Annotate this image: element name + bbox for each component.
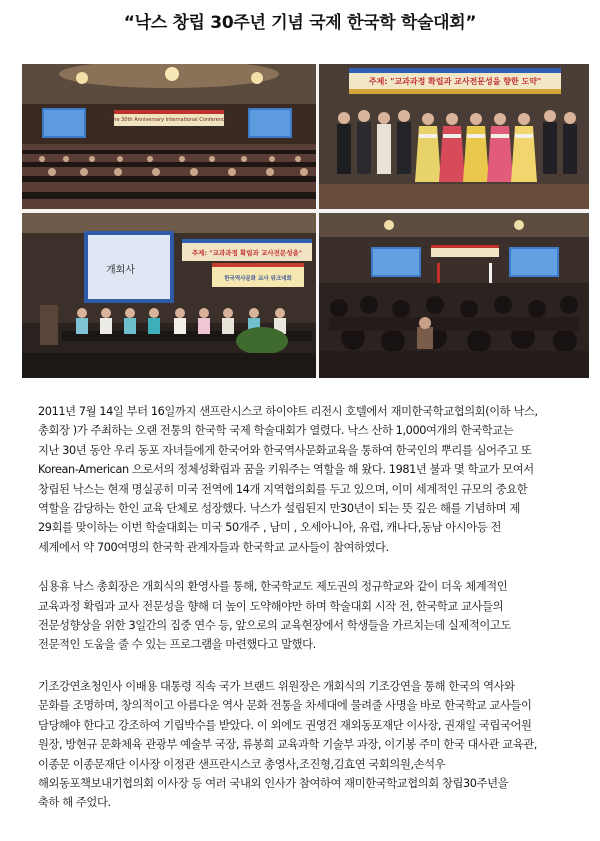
text-line: 문화를 조명하며, 창의적이고 아름다운 역사 문화 전통을 차세대에 물려줄 사명을 바로 한국학교 교사들이 xyxy=(38,699,532,713)
photo2-banner-text: 주제: "교과과정 확립과 교사전문성을 향한 도약" xyxy=(368,77,542,86)
text-line: 교육과정 확립과 교사 전문성을 향해 더 높이 도약해야만 하며 학술대회 시작 전, 한국학교 교사들의 xyxy=(38,599,504,613)
photo-conference-hall xyxy=(22,64,316,209)
article-body xyxy=(38,402,576,833)
text-line: 총회장 )가 주최하는 오랜 전통의 한국학 국제 학술대회가 열렸다. 낙스 산하 1,000여개의 한국학교는 xyxy=(38,424,514,438)
text-line: 이종문 이종문재단 이사장 이정관 샌프란시스코 총영사,조진형,김효연 국회의원,손석우 xyxy=(38,757,446,771)
photo-collage xyxy=(22,64,589,378)
text-line: 전문성향상을 위한 3일간의 집중 연수 등, 앞으로의 교육현장에서 학생들을 가르치는데 실제적이고도 xyxy=(38,619,511,633)
text-line: 축하 해 주었다. xyxy=(38,796,111,810)
paragraph-3 xyxy=(38,677,576,813)
text-line: 지난 30년 동안 우리 동포 자녀들에게 한국어와 한국역사문화교육을 통하여 한국인의 뿌리를 심어주고 또 xyxy=(38,443,532,457)
photo3-screen-text: 개회사 xyxy=(106,265,135,276)
page-title: “낙스 창립 30주년 기념 국제 한국학 학술대회” xyxy=(123,13,477,33)
text-line: 29회를 맞이하는 이번 학술대회는 미국 50개주 , 남미 , 오세아니아, 유럽, 캐나다,동남 아시아등 전 xyxy=(38,521,502,535)
text-line: 세계에서 약 700여명의 한국학 관계자들과 한국학교 교사들이 참여하였다. xyxy=(38,540,389,554)
text-line: 전문적인 도움을 줄 수 있는 프로그램을 마련했다고 말했다. xyxy=(38,638,316,652)
text-line: 기조강연초청인사 이배용 대통령 직속 국가 브랜드 위원장은 개회식의 기조강연을 통해 한국의 역사와 xyxy=(38,679,515,693)
paragraph-1 xyxy=(38,402,576,557)
text-line: 담당해야 한다고 강조하여 기립박수를 받았다. 이 외에도 권영건 재외동포재단 이사장, 권재일 국립국어원 xyxy=(38,718,532,732)
text-line: 원장, 방현규 문화체육 관광부 예술부 국장, 류봉희 교육과학 기술부 과장, 이기봉 주미 한국 대사관 교육관, xyxy=(38,738,537,752)
text-line: 창립된 낙스는 현재 명실공히 미국 전역에 14개 지역협의회를 두고 있으며, 이미 세계적인 규모의 중요한 xyxy=(38,482,528,496)
photo3-banner-top-text: 주제: "교과과정 확립과 교사전문성을" xyxy=(191,249,303,257)
text-line: 해외동포책보내기협의회 이사장 등 여러 국내외 인사가 참여하여 재미한국학교협의회 창립30주년을 xyxy=(38,776,509,790)
photo-stage-panel xyxy=(22,213,316,378)
photo3-banner-bottom-text: 한국역사문화 교사 위크대회 xyxy=(224,276,292,282)
text-line: 심용휴 낙스 총회장은 개회식의 환영사를 통해, 한국학교도 제도권의 정규학교와 같이 더욱 체계적인 xyxy=(38,580,508,594)
photo1-banner-text: The 30th Anniversary International Conference xyxy=(110,117,228,123)
photo-audience-view xyxy=(319,213,589,378)
text-line: 역할을 감당하는 한인 교육 단체로 성장했다. 낙스가 설립된지 만30년이 되는 뜻 깊은 해를 기념하며 제 xyxy=(38,502,520,516)
photo-group-on-stage xyxy=(319,64,589,209)
text-line: Korean-American 으로서의 정체성확립과 꿈을 키워주는 역할을 해 왔다. 1981년 불과 몇 학교가 모여서 xyxy=(38,463,534,477)
text-line: 2011년 7월 14일 부터 16일까지 샌프란시스코 하이야트 리전시 호텔에서 재미한국학교협의회(이하 낙스, xyxy=(38,405,538,418)
paragraph-2 xyxy=(38,577,576,655)
